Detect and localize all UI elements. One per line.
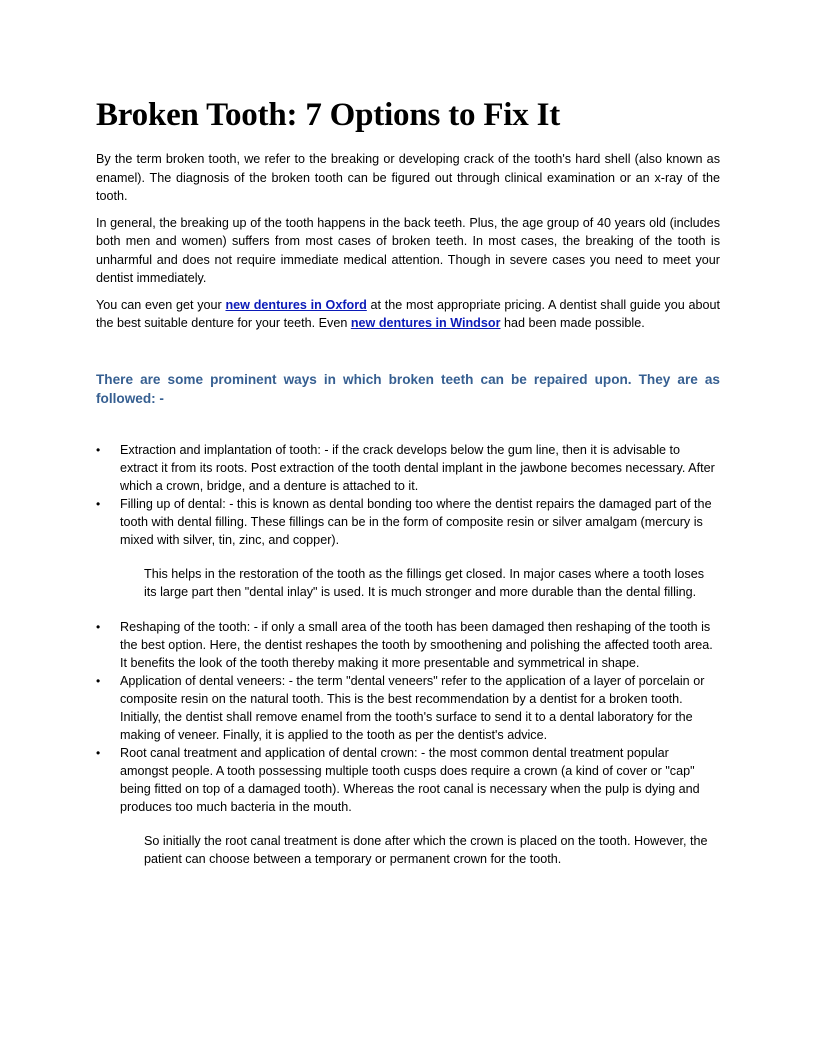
list-item-text: Application of dental veneers: - the term "dental veneers" refer to the application of a layer of porcelain or composite resin on the natural tooth. This is the best recommendation by a dentist for a broken tooth. Initially, the dentist shall remove enamel from the tooth's surface to send it to a dental laboratory for the making of veneer. Finally, it is applied to the tooth as per the dentist's advice.: [120, 673, 705, 742]
list-item: [96, 672, 720, 744]
bullet-icon: •: [96, 619, 101, 634]
intro-p3-text-middle: at the most appropriate pricing. A dentist shall guide you about the best suitable denture for your teeth. Even: [96, 297, 721, 330]
intro-p3-text-before: You can even get your: [96, 297, 226, 312]
list-item: [96, 495, 720, 549]
repair-options-list-1: [96, 441, 720, 549]
list-item: [96, 744, 720, 816]
list-item-text: Reshaping of the tooth: - if only a small area of the tooth has been damaged then reshaping of the tooth is the best option. Here, the dentist reshapes the tooth by smoothening and polishing the affected tooth area. It benefits the look of the tooth thereby making it more presentable and symmetrical in shape.: [120, 619, 713, 670]
list-item: [96, 618, 720, 672]
list-item-text: Extraction and implantation of tooth: - if the crack develops below the gum line, then it is advisable to extract it from its roots. Post extraction of the tooth dental implant in the jawbone becomes necessary. After which a crown, bridge, and a denture is attached to it.: [120, 442, 715, 493]
intro-paragraph-2: In general, the breaking up of the tooth happens in the back teeth. Plus, the age group of 40 years old (includes both men and women) suffers from most cases of broken teeth. In most cases, the breaking of the tooth is unharmful and does not require immediate medical attention. Though in severe cases you need to meet your dentist immediately.: [96, 215, 720, 285]
intro-paragraph-3: [96, 296, 720, 333]
list-item-text: Root canal treatment and application of dental crown: - the most common dental treatment popular amongst people. A tooth possessing multiple tooth cusps does require a crown (a kind of cover or "cap" being fitted on top of a damaged tooth). Whereas the root canal is necessary when the pulp is dying and produces too much bacteria in the mouth.: [120, 745, 700, 814]
bullet-icon: •: [96, 496, 101, 511]
link-dentures-windsor[interactable]: new dentures in Windsor: [350, 316, 501, 330]
link-dentures-oxford[interactable]: new dentures in Oxford: [225, 297, 367, 312]
bullet-icon: •: [96, 442, 101, 457]
list-item: [96, 441, 720, 495]
list-item-text: Filling up of dental: - this is known as dental bonding too where the dentist repairs the damaged part of the tooth with dental filling. These fillings can be in the form of composite resin or silver amalgam (mercury is mixed with silver, tin, zinc, and copper).: [120, 496, 712, 547]
root-canal-note-paragraph: So initially the root canal treatment is done after which the crown is placed on the tooth. However, the patient can choose between a temporary or permanent crown for the tooth.: [144, 833, 708, 866]
bullet-icon: •: [96, 673, 101, 688]
document-page: [96, 96, 720, 869]
intro-paragraph-1: By the term broken tooth, we refer to the breaking or developing crack of the tooth's hard shell (also known as enamel). The diagnosis of the broken tooth can be figured out through clinical examination or an x-ray of the tooth.: [96, 152, 720, 203]
repair-options-list-2: [96, 618, 720, 816]
section-subheading: There are some prominent ways in which broken teeth can be repaired upon. They are as followed: -: [96, 371, 720, 406]
filling-note-paragraph: This helps in the restoration of the tooth as the fillings get closed. In major cases where a tooth loses its large part then "dental inlay" is used. It is much stronger and more durable than the dental filling.: [144, 566, 705, 599]
bullet-icon: •: [96, 745, 101, 760]
intro-p3-text-after: had been made possible.: [500, 316, 645, 330]
page-title: Broken Tooth: 7 Options to Fix It: [96, 97, 561, 133]
